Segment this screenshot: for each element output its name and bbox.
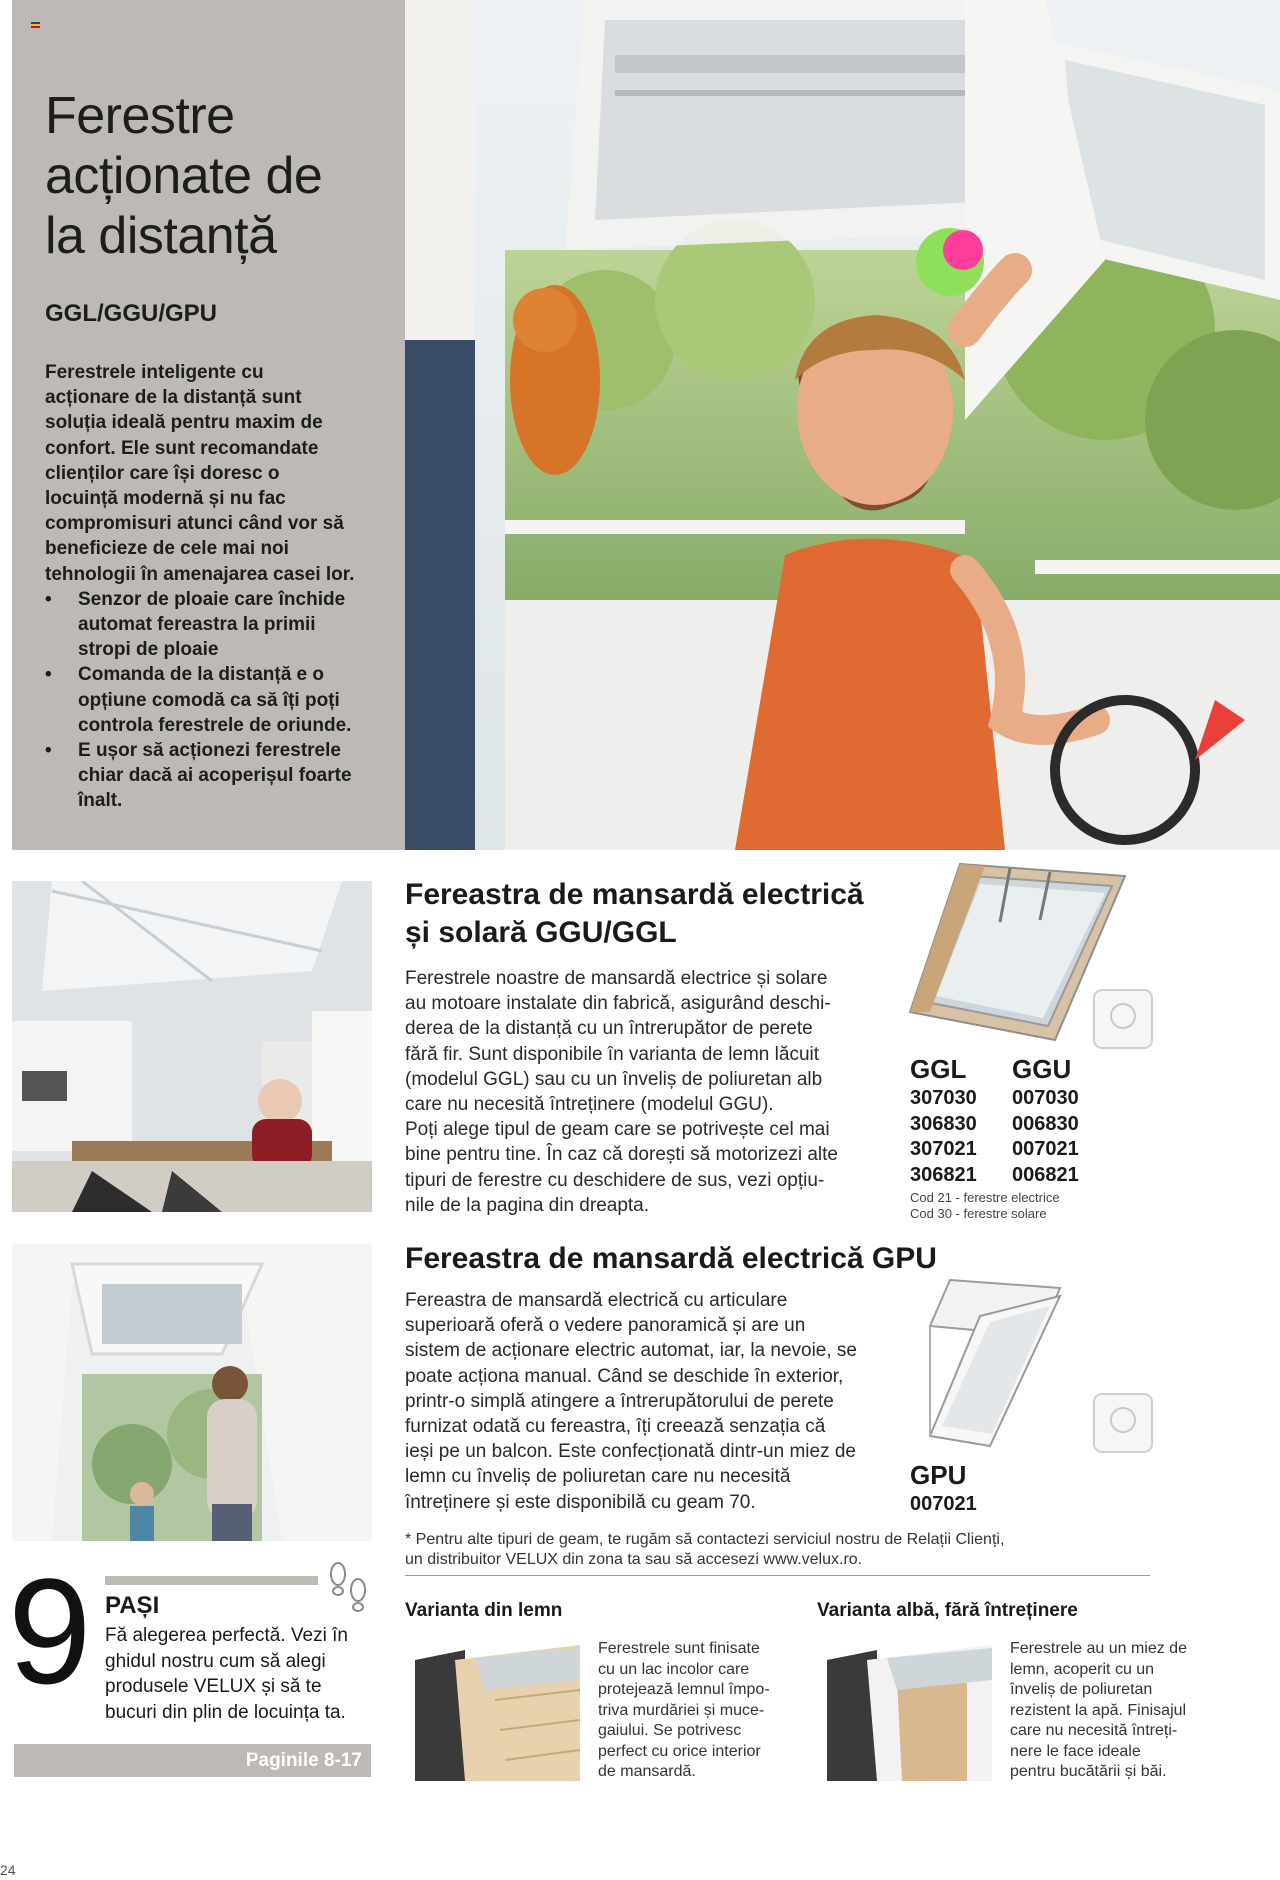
hero-subtitle: GGL/GGU/GPU (45, 300, 218, 327)
steps-bar (105, 1576, 318, 1585)
ggl-codes: GGL 307030 306830 307021 306821 (910, 1054, 977, 1186)
ggu-codes: GGU 007030 006830 007021 006821 (1012, 1054, 1079, 1186)
hero-body: Ferestrele inteligente cu acționare de la distanță sunt soluția ideală pentru maxim de confort. Ele sunt recomandate clienților care își doresc o locuință modernă și nu fac compromisuri atunci când vor să beneficieze de cele mai noi tehnologii în amenajarea casei lor. • Senzor de ploaie care închide automat fereastra la primii stropi de ploaie • Comanda de la distanță e o opțiune comodă ca să îți poți controla ferestrele de oriunde. • E ușor să acționezi ferestrele chiar dacă ai acoperișul foarte înalt. (45, 360, 375, 814)
feature-bullet: • E ușor să acționezi ferestrele chiar dacă ai acoperișul foarte înalt. (45, 738, 375, 814)
steps-body: Fă alegerea perfectă. Vezi în ghidul nostru cum să alegi produsele VELUX și să te bucuri din plin de locuința ta. (105, 1625, 348, 1723)
variant-white-text: Ferestrele au un miez de lemn, acoperit cu un înveliș de poliuretan rezistent la apă. Finisajul care nu necesită întreți- nere le face ideale pentru bucătării și băi. (1010, 1640, 1187, 1780)
variant-wood-title: Varianta din lemn (405, 1600, 563, 1621)
variant-wood-text: Ferestrele sunt finisate cu un lac incolor care protejează lemnul împo- triva murdăriei și muce- gaiului. Se potrivesc perfect cu orice interior de mansardă. (598, 1640, 770, 1780)
wood-profile-image (405, 1640, 580, 1781)
kitchen-photo (12, 881, 372, 1212)
footprints-icon (326, 1560, 372, 1618)
gpu-codes: GPU 007021 (910, 1460, 977, 1515)
feature-bullet: • Comanda de la distanță e o opțiune comodă ca să îți poți controla ferestrele de oriunde. (45, 662, 375, 738)
section1-body: Ferestrele noastre de mansardă electrice și solare au motoare instalate din fabrică, asigurând deschi- derea de la distanță cu un întrerupător de perete fără fir. Sunt disponibile în varianta de lemn lăcuit (modelul GGL) sau cu un înveliș de poliuretan alb care nu necesită întreținere (modelul GGU). Poți alege tipul de geam care se potrivește cel mai bine pentru tine. În caz că dorești să motorizezi alte tipuri de ferestre cu deschidere de sus, vezi opțiu- nile de la pagina din dreapta. (405, 968, 839, 1216)
divider (405, 1575, 1150, 1576)
woman-photo (12, 1244, 372, 1541)
hero-photo (405, 0, 1280, 850)
steps-heading: PAȘI (105, 1592, 160, 1619)
white-profile-image (817, 1640, 992, 1781)
flag-icon (31, 22, 40, 28)
steps-pages-link[interactable]: Paginile 8-17 (14, 1744, 371, 1777)
section1-title: Fereastra de mansardă electrică și solară GGU/GGL (405, 878, 864, 949)
steps-number: 9 (8, 1547, 88, 1715)
gpu-window-image (910, 1276, 1070, 1456)
code-notes: Cod 21 - ferestre electrice Cod 30 - ferestre solare (910, 1190, 1060, 1221)
section2-title: Fereastra de mansardă electrică GPU (405, 1242, 937, 1275)
hero-title: Ferestre acționate de la distanță (45, 87, 323, 265)
wall-switch-image (1092, 988, 1156, 1052)
variant-white-title: Varianta albă, fără întreținere (817, 1600, 1078, 1621)
footnote: * Pentru alte tipuri de geam, te rugăm să contactezi serviciul nostru de Relații Clienți, un distribuitor VELUX din zona ta sau să accesezi www.velux.ro. (405, 1531, 1005, 1568)
page-number: 24 (0, 1862, 16, 1878)
wall-switch-image (1092, 1392, 1156, 1456)
feature-bullet: • Senzor de ploaie care închide automat fereastra la primii stropi de ploaie (45, 587, 375, 663)
section2-body: Fereastra de mansardă electrică cu articulare superioară oferă o vedere panoramică și are un sistem de acționare electric automat, iar, la nevoie, se poate acționa manual. Când se deschide în exterior, printr-o simplă atingere a întrerupătorului de perete furnizat odată cu fereastra, îți creează senzația că ieși pe un balcon. Este confecționată dintr-un miez de lemn cu înveliș de poliuretan care nu necesită întreținere și este disponibilă cu geam 70. (405, 1290, 858, 1513)
